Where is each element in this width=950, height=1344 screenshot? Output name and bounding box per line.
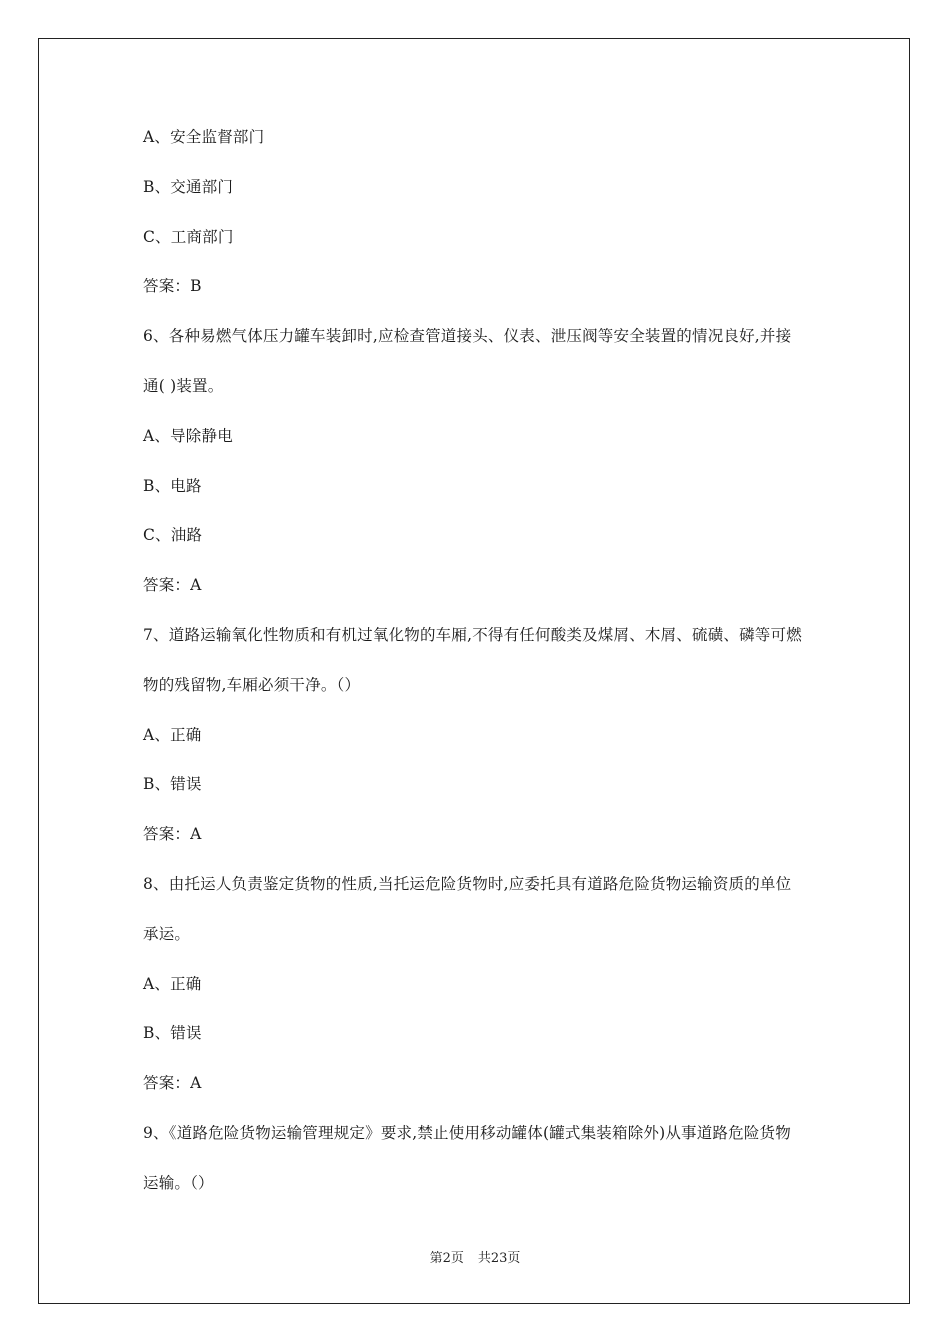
answer-q6: 答案：A (143, 576, 202, 595)
answer-q7: 答案：A (143, 825, 202, 844)
option-a-q7: A、正确 (143, 725, 202, 744)
answer-q5: 答案：B (143, 277, 202, 296)
document-body (143, 113, 823, 1209)
answer-q8: 答案：A (143, 1074, 202, 1093)
question-7-line-2: 物的残留物,车厢必须干净。（） (143, 675, 361, 694)
option-c-q6: C、油路 (143, 526, 203, 545)
question-9-line-2: 运输。（） (143, 1173, 214, 1192)
option-a-q8: A、正确 (143, 974, 202, 993)
option-c-q5: C、工商部门 (143, 227, 234, 246)
option-a-q5: A、安全监督部门 (143, 128, 265, 146)
question-7-line-1: 7、道路运输氧化性物质和有机过氧化物的车厢,不得有任何酸类及煤屑、木屑、硫磺、磷等可燃 (143, 625, 802, 644)
option-a-q6: A、导除静电 (143, 426, 233, 445)
question-9-line-1: 9、《道路危险货物运输管理规定》要求,禁止使用移动罐体(罐式集装箱除外)从事道路危险货物 (143, 1123, 791, 1142)
option-b-q5: B、交通部门 (143, 177, 234, 196)
option-b-q6: B、电路 (143, 476, 202, 495)
question-8-line-2: 承运。 (143, 924, 191, 943)
option-b-q7: B、错误 (143, 775, 202, 794)
question-6-line-2: 通( )装置。 (143, 376, 224, 395)
page-number: 第2页 (429, 1251, 464, 1266)
page-footer (0, 1247, 950, 1266)
page-total: 共23页 (477, 1251, 521, 1266)
question-8-line-1: 8、由托运人负责鉴定货物的性质,当托运危险货物时,应委托具有道路危险货物运输资质的单位 (143, 874, 792, 893)
option-b-q8: B、错误 (143, 1024, 202, 1043)
question-6-line-1: 6、各种易燃气体压力罐车装卸时,应检查管道接头、仪表、泄压阀等安全装置的情况良好,并接 (143, 327, 792, 346)
